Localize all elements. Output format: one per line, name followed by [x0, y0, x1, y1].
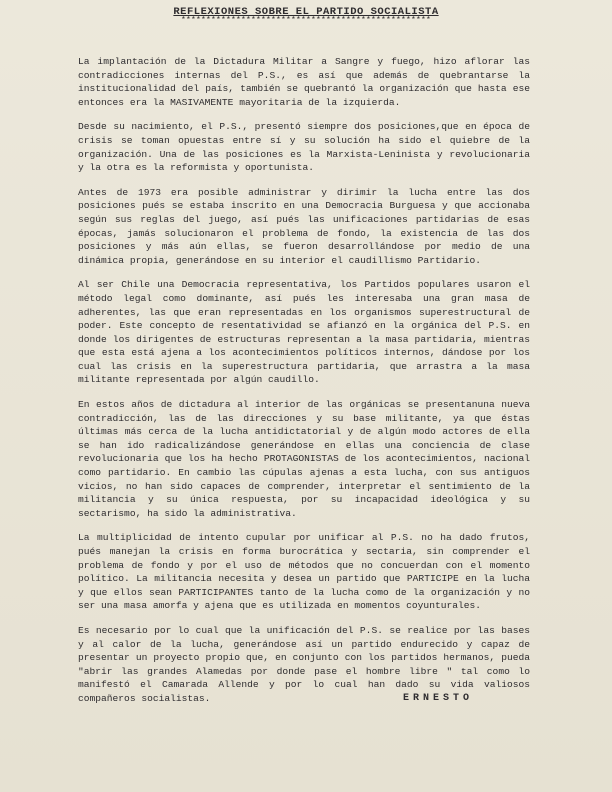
paragraph-4: Al ser Chile una Democracia representativa, los Partidos populares usaron el método legal como dominante, así pués les interesaba una gran masa de adherentes, las que eran representadas en los organismos superestructural de poder. Este concepto de resentatividad se afianzó en la orgánica del P.S. en donde los dirigentes de estructuras representan a la masa partidaria, mientras que esta está ajena a los acontecimientos políticos internos, dándose por los cual las crisis en la superestructura partidaria, que arrastra a la masa militante representada por algún caudillo.: [78, 279, 530, 386]
document-body: [78, 55, 530, 717]
paragraph-7: Es necesario por lo cual que la unificación del P.S. se realice por las bases y al calor de la lucha, generándose así un partido endurecido y capaz de presentar un proyecto propio que, en conjunto con los partidos hermanos, pueda "abrir las grandes Alamedas por donde pase el hombre libre " tal como lo manifestó el Camarada Allende y por lo cual han dado su vida valiosos compañeros socialistas.: [78, 624, 530, 704]
paragraph-1: La implantación de la Dictadura Militar a Sangre y fuego, hizo aflorar las contradicciones internas del P.S., es así que además de quebrantarse la institucionalidad del país, también se quebrantó la organización que hasta ese entonces era la MASIVAMENTE mayoritaria de la izquierda.: [78, 56, 530, 108]
paragraph-6: La multiplicidad de intento cupular por unificar al P.S. no ha dado frutos, pués manejan la crisis en forma burocrática y sectaria, sin comprender el problema de fondo y por el uso de métodos que no concuerdan con el momento político. La militancia necesita y desea un partido que PARTICIPE en la lucha y que ellos sean PARTICIPANTES tanto de la lucha como de la organización y no ser una masa amorfa y ajena que es utilizada en momentos coyunturales.: [78, 532, 530, 612]
page-title: REFLEXIONES SOBRE EL PARTIDO SOCIALISTA: [173, 6, 439, 18]
paragraph-2: Desde su nacimiento, el P.S., presentó siempre dos posiciones,que en época de crisis se toman opuestas entre sí y su solución ha sido el quiebre de la organización. Una de las posiciones es la Marxista-Leninista y revolucionaria y la otra es la reformista y oportunista.: [78, 121, 530, 174]
title-underline-asterisks: **************************************************: [180, 16, 432, 25]
paragraph-5: En estos años de dictadura al interior de las orgánicas se presentanuna nueva contradicción, las de las direcciones y su base militante, ya que éstas últimas más cerca de la lucha antidictatorial y de algún modo actores de ella se han ido radicalizándose generándose en ellas una conciencia de clase revolucionaria que los ha hecho PROTAGONISTAS de los acontecimientos, nacional como partidario. En cambio las cúpulas ajenas a esta lucha, con sus antiguos vicios, no han sido capaces de comprender, interpretar el sentimiento de la militancia y su única respuesta, por su incapacidad ideológica y su sectarismo, ha sido la administrativa.: [78, 399, 530, 519]
paragraph-3: Antes de 1973 era posible administrar y dirimir la lucha entre las dos posiciones pués se estaba inscrito en una Democracia Burguesa y que accionaba según sus reglas del juego, así pués las unificaciones partidarias de esas épocas, jamás solucionaron el problema de fondo, la existencia de las dos posiciones y más aún ellas, se fueron desarrollándose por medio de una dinámica propia, generándose en su interior el caudillismo Partidario.: [78, 186, 530, 266]
signature: ERNESTO: [403, 693, 474, 704]
